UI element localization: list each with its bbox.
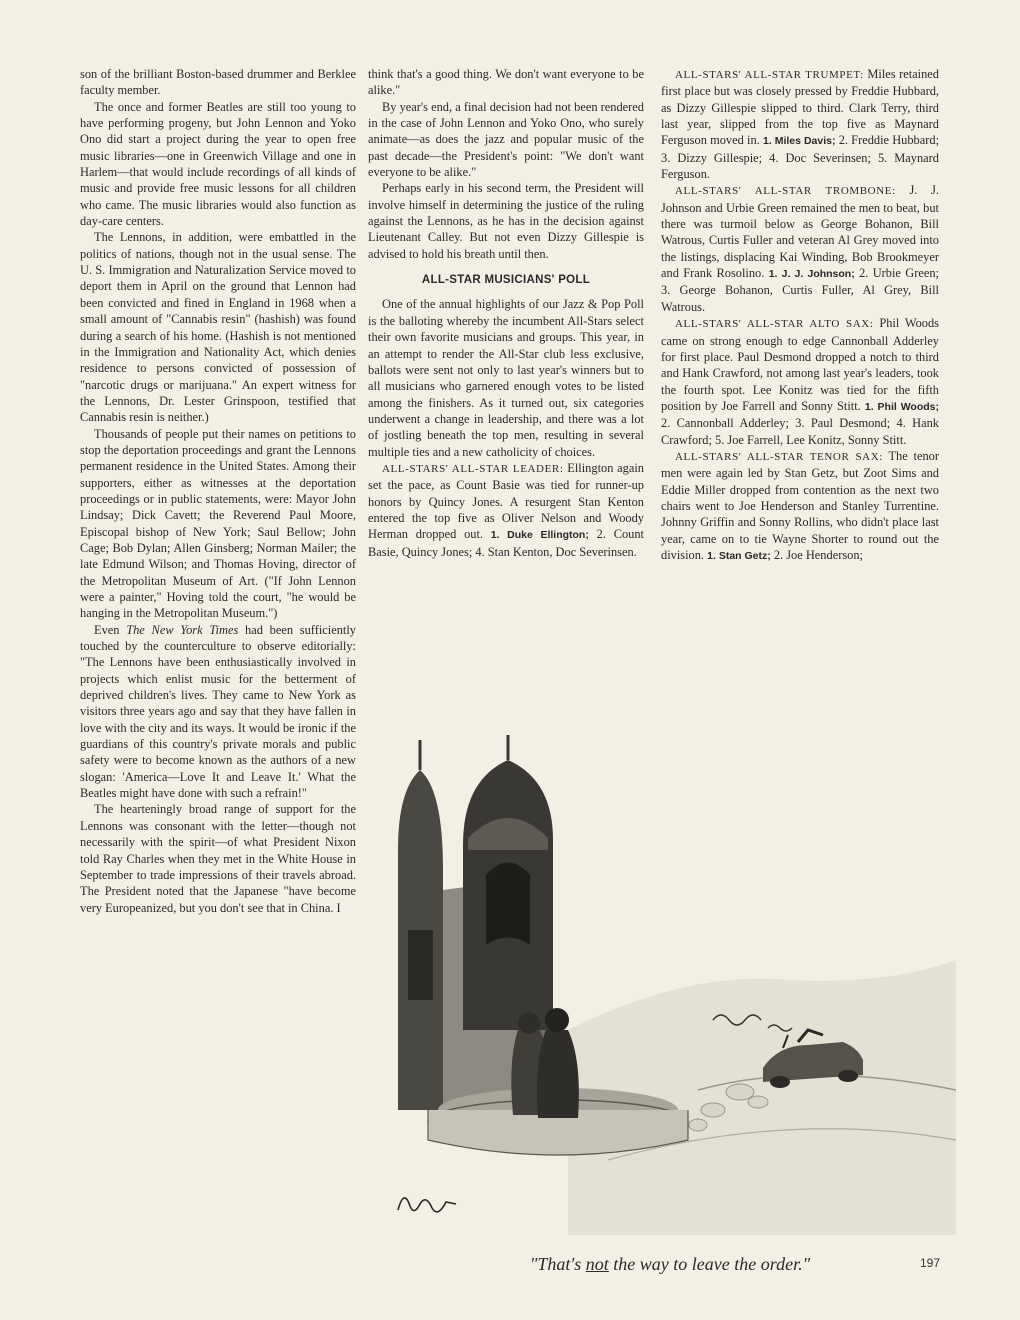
category-label: ALL-STARS' ALL-STAR TROMBONE: [675, 185, 896, 198]
paragraph: son of the brilliant Boston-based drummer and Berklee faculty member. [80, 67, 356, 98]
text: 2. Freddie Hubbard; 3. Dizzy Gillespie; 4. Doc Severinsen; 5. Maynard Ferguson. [661, 133, 940, 182]
page-number: 197 [920, 1256, 941, 1270]
caption-emphasis: not [585, 1254, 609, 1274]
text: 2. Urbie Green; 3. George Bohanon, Curtis Fuller, Al Grey, Bill Watrous. [661, 266, 939, 314]
publication-title: The New York Times [126, 622, 239, 637]
paragraph: The once and former Beatles are still too young to have performing progeny, but John Lennon and Yoko Ono did start a project during the year to open free music libraries—one in Greenwich Village and one in Harlem—that would include recordings of all kinds of music and provide free music lessons for all children who came. The music libraries would also function as day-care centers. [80, 99, 356, 229]
paragraph: By year's end, a final decision had not been rendered in the case of John Lennon and Yoko Ono, who surely animate—as does the jazz and popular music of the past decade—the President's point: "We don't want everyone to be alike." [368, 99, 644, 180]
text: Phil Woods came on strong enough to edge Cannonball Adderley for first place. Paul Desmond dropped a notch to third and Hank Crawford, not among last year's leaders, took the fourth spot. Lee Konitz was tied for the fifth position by Joe Farrell and Sonny Stitt. [661, 316, 939, 413]
cartoon-caption [470, 1254, 870, 1275]
caption-text: "That's [529, 1254, 586, 1274]
paragraph: think that's a good thing. We don't want everyone to be alike." [368, 67, 644, 98]
column-3 [661, 66, 939, 564]
text: had been sufficiently touched by the counterculture to observe editorially: "The Lennons have been enthusiastically involved in projects which enlist music for the betterment of deprived children's lives. They came to New York as visitors three years ago and say that they have fallen in love with the city and its ways. It would be ironic if the guardians of this country's private morals and public safety were to become known as the authors of a new slogan: 'America—Love It and Leave It.' What the Beatles might have done with such a refrain!" [80, 622, 356, 801]
poll-category [661, 448, 939, 564]
category-label: ALL-STARS' ALL-STAR TRUMPET: [675, 69, 864, 81]
text: The tenor men were again led by Stan Getz, but Zoot Sims and Eddie Miller dropped from contention as the next two chairs went to Joe Henderson and Stanley Turrentine. Johnny Griffin and Sonny Rollins, who didn't place last year, came on to tie Wayne Shorter to round out the division. [661, 448, 939, 562]
paragraph: One of the annual highlights of our Jazz & Pop Poll is the balloting whereby the incumbent All-Stars select their own favorite musicians and groups. This year, in an attempt to render the All-Star club less exclusive, ballots were sent not only to last year's winners but to all musicians who garnered enough votes to be listed among the finishers. As it turned out, six categories underwent a change in leadership, and there was a lot of jostling beneath the top men, resulting in several multiple ties and a new catholicity of choices. [368, 297, 644, 459]
text: Ellington again set the pace, as Count Basie was tied for runner-up honors by Quincy Jones. A resurgent Stan Kenton entered the top five as Oliver Nelson and Woody Herman dropped out. [368, 460, 644, 542]
poll-category [368, 460, 644, 560]
paragraph-nyt [80, 622, 356, 802]
paragraph: Perhaps early in his second term, the President will involve himself in determining the justice of the ruling against the Lennons, as he has in the decision against Lieutenant Calley. But not even Dizzy Gillespie is advised to hold his breath until then. [368, 181, 644, 261]
category-label: ALL-STARS' ALL-STAR TENOR SAX: [675, 450, 883, 463]
caption-text: the way to leave the order." [608, 1254, 811, 1274]
poll-category [661, 66, 939, 182]
section-heading: ALL-STAR MUSICIANS' POLL [421, 274, 591, 287]
artist-signature [398, 1198, 456, 1212]
text: 2. Count Basie, Quincy Jones; 4. Stan Kenton, Doc Severinsen. [368, 527, 644, 559]
category-label: ALL-STARS' ALL-STAR LEADER: [382, 462, 564, 475]
cartoon-illustration [368, 730, 956, 1235]
winner: 1. Miles Davis; [762, 135, 836, 148]
column-2 [368, 66, 644, 560]
column-1 [80, 66, 356, 916]
paragraph: The Lennons, in addition, were embattled in the politics of nations, though not in the usual sense. The U. S. Immigration and Naturalization Service moved to deport them in April on the ground that Lennon had been convicted and fined in England in 1968 when a small amount of "Cannabis resin" (hashish) was found during a search of his home. (Hashish is not mentioned in the Immigration and Nationality Act, which denies residence to persons convicted of possession of "narcotic drugs or marijuana." An expert witness for the Lennons, Dr. Lester Grinspoon, testified that Cannabis resin is neither.) [80, 230, 356, 425]
text: Miles retained first place but was closely pressed by Freddie Hubbard, as Dizzy Gillespie slipped to third. Clark Terry, third last year, slipped from the top five as Maynard Ferguson moved in. [661, 67, 939, 148]
poll-category [661, 182, 939, 315]
category-label: ALL-STARS' ALL-STAR ALTO SAX: [675, 318, 874, 331]
text: J. J. Johnson and Urbie Green remained the men to beat, but there was turmoil below as George Bohanon, Bill Watrous, Curtis Fuller and veteran Al Grey moved into the listings, displacing Kai Winding, Bob Brookmeyer and Frank Rosolino. [661, 183, 939, 281]
winner: 1. Phil Woods; [864, 400, 939, 413]
winner: 1. Duke Ellington; [490, 529, 589, 542]
winner: 1. J. J. Johnson; [768, 268, 855, 281]
paragraph: The hearteningly broad range of support for the Lennons was consonant with the letter—though not necessarily with the spirit—of what President Nixon told Ray Charles when they met in the White House in September to trade impressions of their travels abroad. The President noted that the Japanese "have become very Europeanized, but you don't see that in China. I [80, 802, 356, 915]
text: 2. Cannonball Adderley; 3. Paul Desmond; 4. Hank Crawford; 5. Joe Farrell, Lee Konitz, Sonny Stitt. [661, 416, 939, 447]
text: Even [94, 622, 127, 637]
poll-category [661, 315, 939, 448]
winner: 1. Stan Getz; [707, 549, 771, 562]
text: 2. Joe Henderson; [770, 547, 863, 562]
paragraph: Thousands of people put their names on petitions to stop the deportation proceedings and grant the Lennons permanent residence in the United States. Among their supporters, either as witnesses at the deportation proceedings or in public statements, were: Mayor John Lindsay; Dick Cavett; the Reverend Paul Moore, Episcopal bishop of New York; Saul Bellow; John Cage; Bob Dylan; Allen Ginsberg; Norman Mailer; the late Edmund Wilson; and Thomas Hoving, director of the Metropolitan Museum of Art. ("If John Lennon were a painter," Hoving told the court, "he would be hanging in the Metropolitan Museum.") [80, 426, 356, 621]
